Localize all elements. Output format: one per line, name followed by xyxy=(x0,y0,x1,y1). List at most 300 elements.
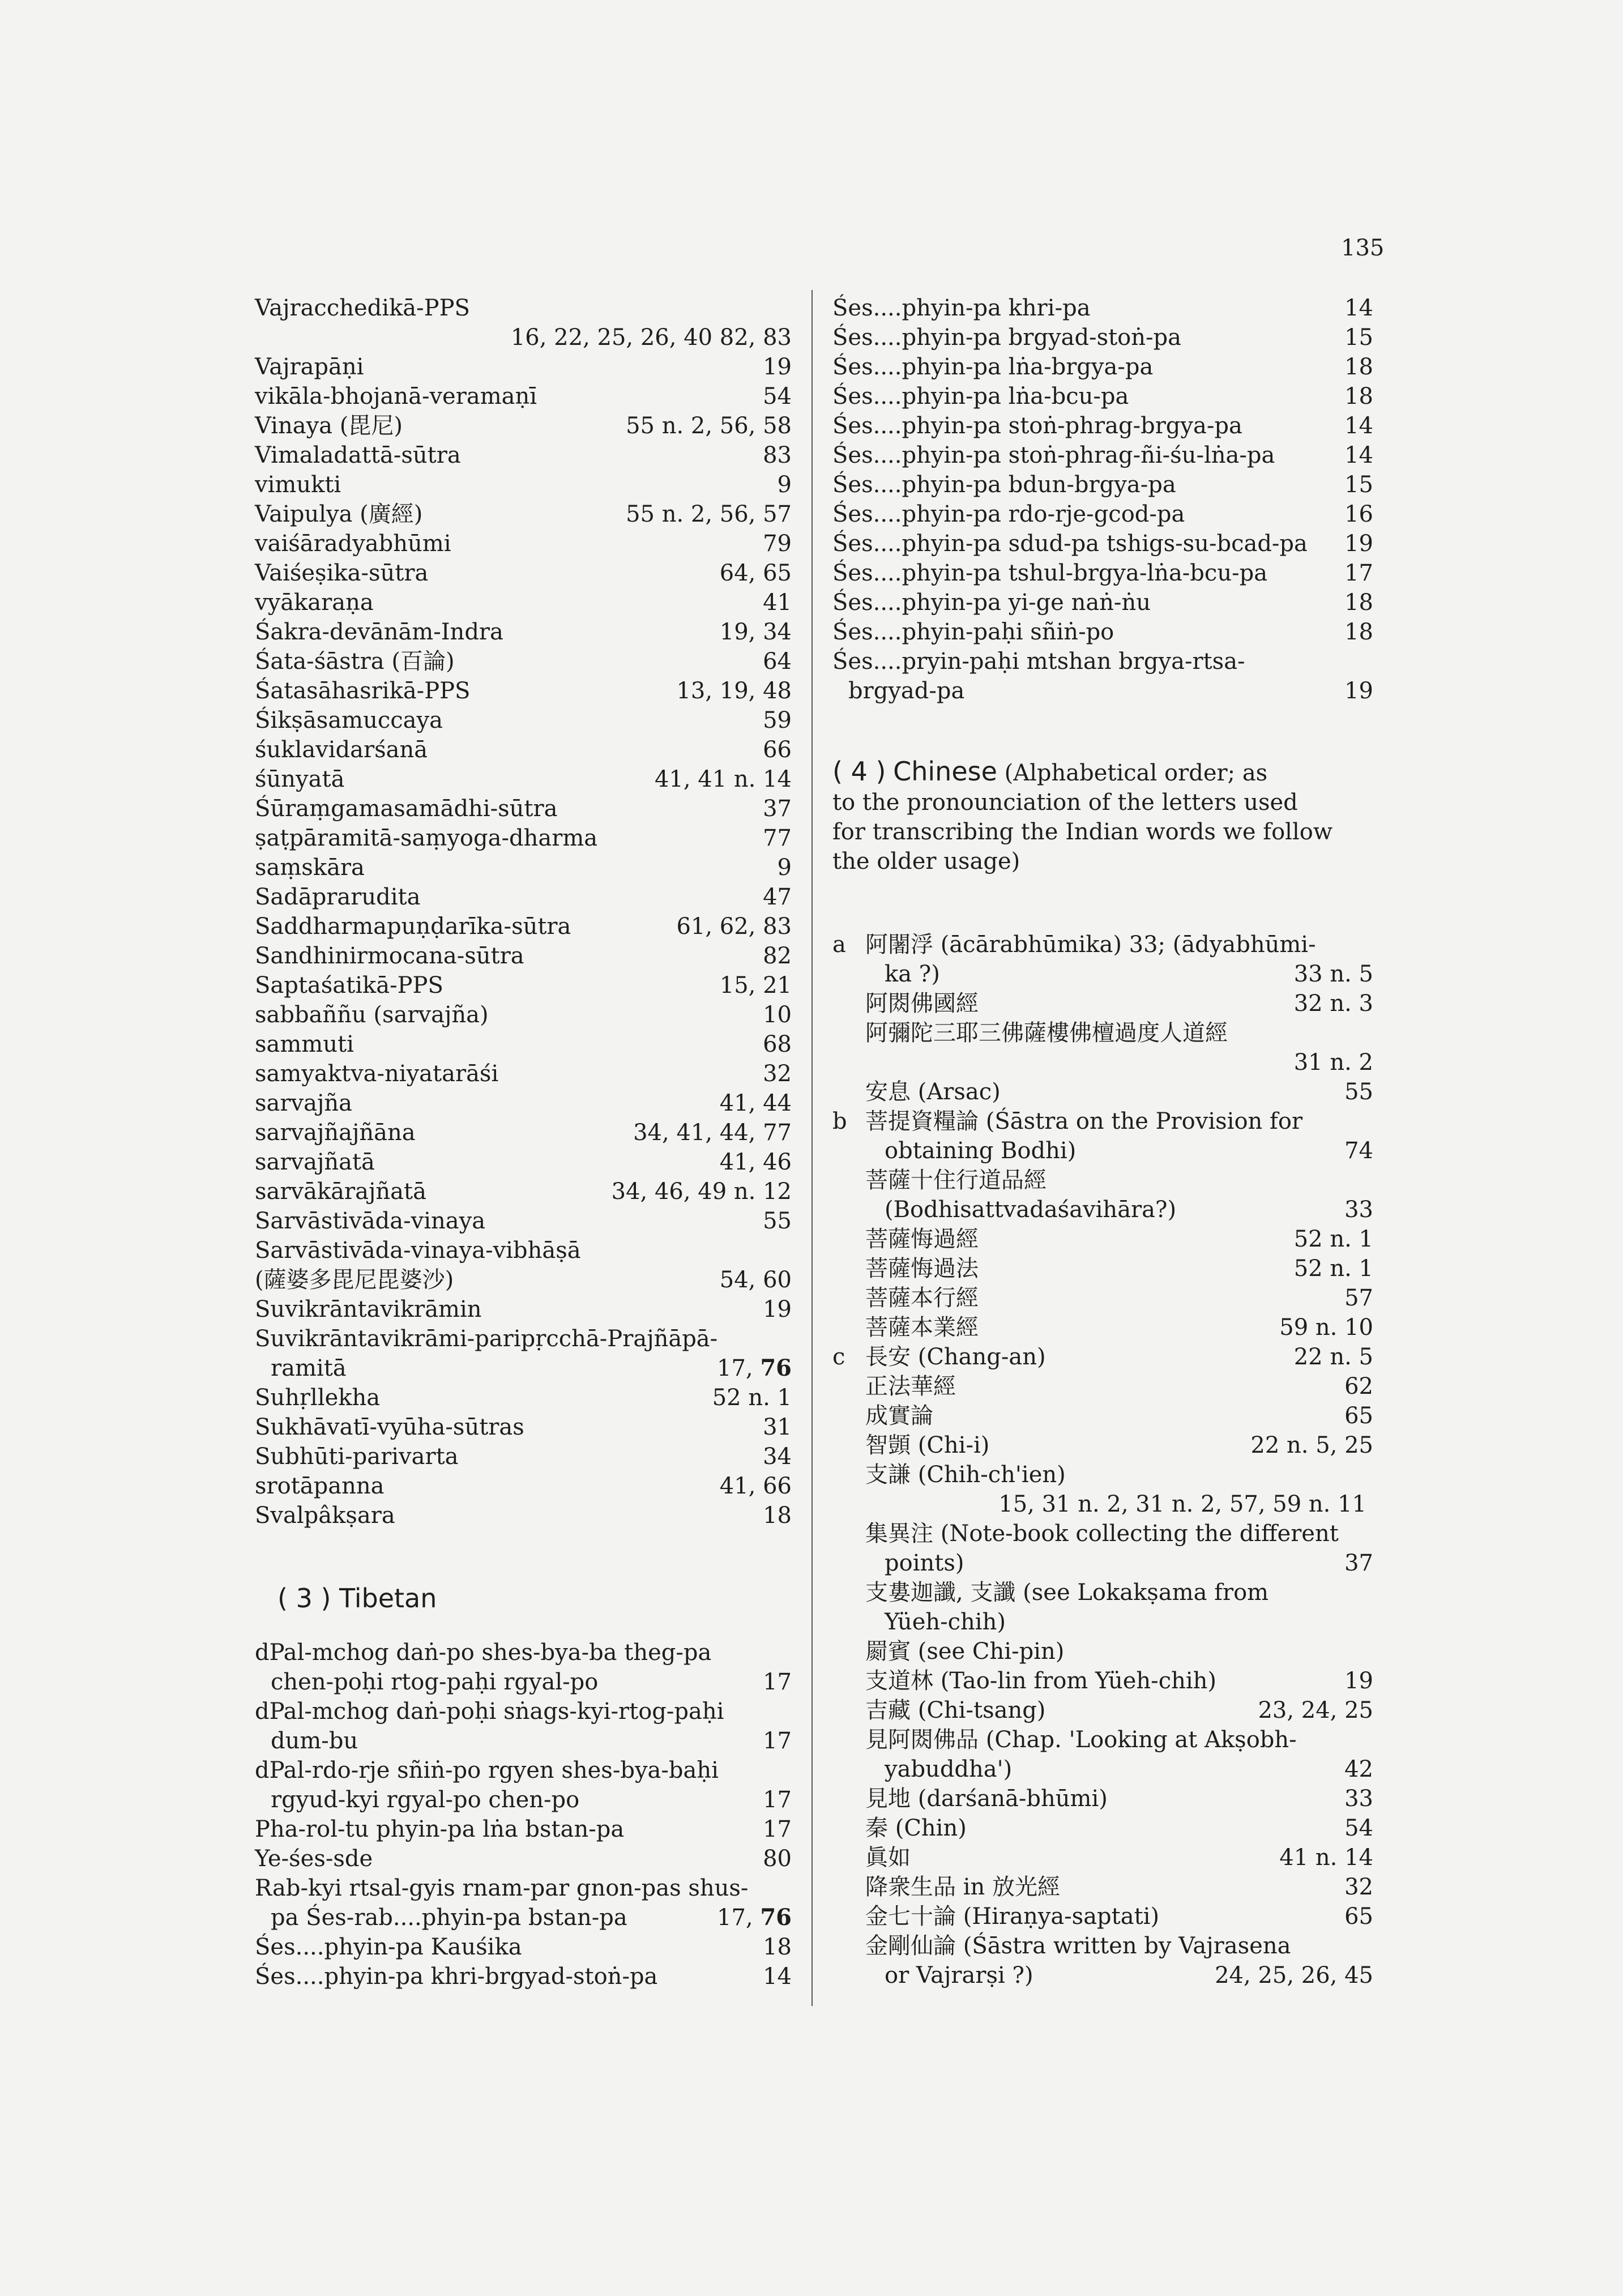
entry-term: dPal-mchog daṅ-poḥi sṅags-kyi-rtog-paḥi xyxy=(255,1698,724,1725)
entry-term: 阿閦佛國經 xyxy=(865,991,979,1017)
index-entry xyxy=(832,1195,1373,1224)
entry-page-ref xyxy=(1338,382,1373,411)
page-ref-text: 55 n. 2, 56, 57 xyxy=(626,501,792,527)
index-entry xyxy=(255,1844,792,1873)
index-entry xyxy=(255,500,792,529)
entry-term: sammuti xyxy=(255,1031,354,1057)
page-ref-bold: 76 xyxy=(760,1904,792,1931)
index-entry xyxy=(255,882,792,912)
entry-term: Śes....phyin-pa bdun-brgya-pa xyxy=(832,472,1176,498)
entry-page-ref xyxy=(756,1442,792,1471)
page-ref-text: 31 xyxy=(763,1414,792,1440)
right-column xyxy=(832,293,1373,1990)
index-entry xyxy=(255,558,792,588)
entry-term: Pha-rol-tu phyin-pa lṅa bstan-pa xyxy=(255,1816,625,1842)
page-ref-text: 55 xyxy=(1344,1079,1373,1105)
index-entry xyxy=(832,1931,1373,1961)
entry-page-ref xyxy=(1338,441,1373,470)
index-entry xyxy=(832,1607,1373,1637)
chinese-index-list xyxy=(832,930,1373,1990)
entry-page-ref xyxy=(756,735,792,765)
index-entry xyxy=(832,1283,1373,1313)
page-ref-text: 41, 46 xyxy=(719,1149,792,1175)
page-ref-text: 37 xyxy=(1344,1550,1373,1576)
page-ref-text: 54, 60 xyxy=(719,1267,792,1293)
page-ref-text: 55 n. 2, 56, 58 xyxy=(626,413,792,439)
index-entry xyxy=(255,735,792,765)
entry-term xyxy=(832,930,1316,959)
page-ref-text: 9 xyxy=(777,472,792,498)
entry-term: sarvajñatā xyxy=(255,1149,375,1175)
entry-term: Rab-kyi rtsal-gyis rnam-par gnon-pas shus- xyxy=(255,1875,749,1901)
index-entry xyxy=(255,1265,792,1295)
page-ref-text: 64, 65 xyxy=(719,560,792,586)
page-ref-text: 55 xyxy=(763,1208,792,1234)
page-ref-text: 54 xyxy=(1344,1815,1373,1841)
entry-term: Sarvāstivāda-vinaya-vibhāṣā xyxy=(255,1237,581,1264)
entry-page-ref xyxy=(756,941,792,971)
index-entry xyxy=(255,1177,792,1206)
entry-page-ref xyxy=(1272,1843,1373,1872)
page-ref-text: 31 n. 2 xyxy=(1293,1049,1373,1076)
entry-page-ref xyxy=(1272,1313,1373,1342)
entry-page-ref xyxy=(756,1726,792,1756)
entry-page-ref xyxy=(756,1932,792,1962)
index-entry xyxy=(255,323,792,352)
entry-page-ref xyxy=(1338,1136,1373,1166)
page-ref-text: 83 xyxy=(763,442,792,468)
page-ref-text: 42 xyxy=(1344,1756,1373,1782)
page-ref-text: 33 n. 5 xyxy=(1293,961,1373,987)
page-ref-text: 15 xyxy=(1344,472,1373,498)
page-ref-text: 34, 41, 44, 77 xyxy=(633,1120,792,1146)
page-ref-text: 74 xyxy=(1344,1138,1373,1164)
tibetan-index-list xyxy=(255,1638,792,1991)
index-entry xyxy=(832,1342,1373,1372)
entry-term: srotāpanna xyxy=(255,1473,385,1499)
entry-page-ref xyxy=(713,1147,792,1177)
index-entry xyxy=(255,1726,792,1756)
entry-term-text: 阿闍浮 (ācārabhūmika) 33; (ādyabhūmi- xyxy=(865,932,1316,958)
index-entry xyxy=(832,1136,1373,1166)
index-entry xyxy=(832,1519,1373,1548)
entry-term: Śes....phyin-pa yi-ge naṅ-ṅu xyxy=(832,590,1151,616)
entry-page-ref xyxy=(1287,1048,1373,1077)
index-entry xyxy=(832,959,1373,989)
entry-term: vaiśāradyabhūmi xyxy=(255,531,451,557)
entry-term: Svalpâkṣara xyxy=(255,1503,395,1529)
entry-page-ref xyxy=(713,617,792,647)
entry-page-ref xyxy=(756,441,792,470)
page-ref-text: 54 xyxy=(763,383,792,409)
entry-term: obtaining Bodhi) xyxy=(885,1138,1077,1164)
index-entry xyxy=(255,1697,792,1726)
page-ref-text: 82 xyxy=(763,943,792,969)
entry-term: 菩薩本業經 xyxy=(865,1315,979,1341)
entry-term: Śes....pryin-paḥi mtshan brgya-rtsa- xyxy=(832,648,1245,675)
entry-page-ref xyxy=(756,706,792,735)
index-entry xyxy=(255,1324,792,1354)
page-ref-text: 59 n. 10 xyxy=(1279,1315,1373,1341)
entry-term: 成實論 xyxy=(865,1403,933,1429)
index-entry xyxy=(832,1637,1373,1666)
index-entry xyxy=(255,1442,792,1471)
chinese-heading xyxy=(832,757,1373,876)
page-ref-text: 15, 21 xyxy=(719,972,792,998)
entry-page-ref xyxy=(1338,617,1373,647)
index-entry xyxy=(255,794,792,823)
page-ref-text: 19 xyxy=(1344,678,1373,704)
entry-term: Saddharmapuṇḍarīka-sūtra xyxy=(255,914,571,940)
index-entry xyxy=(832,1666,1373,1696)
page-number: 135 xyxy=(1341,235,1385,261)
index-entry xyxy=(832,1460,1373,1490)
entry-page-ref xyxy=(756,1059,792,1089)
page-ref-text: 17 xyxy=(763,1728,792,1754)
entry-term-text: 菩提資糧論 (Śāstra on the Provision for xyxy=(865,1108,1303,1134)
entry-page-ref xyxy=(1338,1666,1373,1696)
page-ref-text: 10 xyxy=(763,1002,792,1028)
page-ref-text: 47 xyxy=(763,884,792,910)
index-entry xyxy=(255,1118,792,1147)
entry-term: Sarvāstivāda-vinaya xyxy=(255,1208,486,1234)
entry-page-ref xyxy=(504,323,792,352)
entry-term: 秦 (Chin) xyxy=(865,1815,967,1841)
entry-page-ref xyxy=(756,1295,792,1324)
page-ref-text: 34, 46, 49 n. 12 xyxy=(611,1179,792,1205)
alpha-letter: b xyxy=(832,1108,847,1134)
entry-page-ref xyxy=(706,1383,792,1412)
entry-term: Suhṛllekha xyxy=(255,1385,381,1411)
entry-term: Śes....phyin-pa Kauśika xyxy=(255,1934,522,1960)
index-entry xyxy=(832,1077,1373,1107)
entry-term: sarvākārajñatā xyxy=(255,1179,426,1205)
entry-term: 罽賓 (see Chi-pin) xyxy=(865,1638,1065,1665)
index-entry xyxy=(255,1030,792,1059)
entry-page-ref xyxy=(756,352,792,382)
index-entry xyxy=(255,529,792,558)
index-entry xyxy=(255,293,792,323)
page-ref-text: 52 n. 1 xyxy=(712,1385,792,1411)
index-entry xyxy=(832,500,1373,529)
entry-term: Śes....phyin-pa stoṅ-phrag-ñi-śu-lṅa-pa xyxy=(832,442,1275,468)
index-entry xyxy=(832,411,1373,441)
alpha-letter: a xyxy=(832,932,846,958)
entry-page-ref xyxy=(619,500,792,529)
index-entry xyxy=(832,1431,1373,1460)
entry-page-ref xyxy=(1251,1696,1373,1725)
entry-term: Śūraṃgamasamādhi-sūtra xyxy=(255,796,558,822)
index-entry xyxy=(832,352,1373,382)
index-entry xyxy=(832,989,1373,1018)
entry-page-ref xyxy=(771,470,792,500)
sanskrit-index-list xyxy=(255,293,792,1530)
chinese-heading-number: ( 4 ) xyxy=(832,756,886,787)
entry-page-ref xyxy=(756,1412,792,1442)
entry-page-ref xyxy=(1338,323,1373,352)
entry-term: Vajracchedikā-PPS xyxy=(255,295,470,321)
index-entry xyxy=(255,1501,792,1530)
entry-term: Vimaladattā-sūtra xyxy=(255,442,461,468)
alpha-letter: c xyxy=(832,1344,845,1370)
entry-page-ref xyxy=(1338,352,1373,382)
entry-term: 金七十論 (Hiraṇya-saptati) xyxy=(865,1904,1160,1930)
page-ref-text: 19 xyxy=(1344,1668,1373,1694)
entry-term: vyākaraṇa xyxy=(255,590,374,616)
entry-term: Śes....phyin-pa lṅa-brgya-pa xyxy=(832,354,1154,380)
entry-page-ref xyxy=(756,1844,792,1873)
index-entry xyxy=(255,441,792,470)
page-ref-text: 32 xyxy=(1344,1874,1373,1900)
entry-page-ref xyxy=(605,1177,792,1206)
entry-page-ref xyxy=(756,1785,792,1815)
index-entry xyxy=(255,1667,792,1697)
entry-page-ref xyxy=(756,1667,792,1697)
page-ref-text: 14 xyxy=(1344,295,1373,321)
left-column xyxy=(255,293,792,1991)
index-entry xyxy=(255,765,792,794)
entry-page-ref xyxy=(756,382,792,411)
entry-term: Śes....phyin-paḥi sñiṅ-po xyxy=(832,619,1114,645)
index-entry xyxy=(832,470,1373,500)
entry-term: 菩薩悔過法 xyxy=(865,1256,979,1282)
page-ref-text: 19 xyxy=(763,1296,792,1322)
entry-term: Sadāprarudita xyxy=(255,884,421,910)
entry-term: chen-poḥi rtog-paḥi rgyal-po xyxy=(271,1669,599,1695)
entry-term: rgyud-kyi rgyal-po chen-po xyxy=(271,1787,580,1813)
page-ref-text: 65 xyxy=(1344,1403,1373,1429)
entry-page-ref xyxy=(1338,588,1373,617)
page-ref-text: 33 xyxy=(1344,1786,1373,1812)
page-ref-text: 33 xyxy=(1344,1197,1373,1223)
entry-term: Vaipulya (廣經) xyxy=(255,501,423,527)
entry-page-ref xyxy=(669,676,792,706)
index-entry xyxy=(255,941,792,971)
index-entry xyxy=(832,647,1373,676)
index-entry xyxy=(255,1059,792,1089)
index-entry xyxy=(255,1295,792,1324)
index-entry xyxy=(832,1578,1373,1607)
entry-term: Śes....phyin-pa stoṅ-phrag-brgya-pa xyxy=(832,413,1242,439)
page-ref-text: 18 xyxy=(1344,354,1373,380)
index-entry xyxy=(832,930,1373,959)
entry-term: sarvajña xyxy=(255,1090,352,1116)
entry-page-ref xyxy=(1287,959,1373,989)
page-ref-text: 19 xyxy=(1344,531,1373,557)
index-entry xyxy=(832,1166,1373,1195)
entry-page-ref xyxy=(756,1000,792,1030)
index-entry xyxy=(255,1089,792,1118)
page-ref-text: 61, 62, 83 xyxy=(676,914,792,940)
entry-page-ref xyxy=(713,558,792,588)
entry-term: 智顗 (Chi-i) xyxy=(865,1432,990,1458)
page-ref-text: 41 n. 14 xyxy=(1279,1845,1373,1871)
entry-page-ref xyxy=(1338,558,1373,588)
entry-page-ref xyxy=(1338,470,1373,500)
index-entry xyxy=(255,617,792,647)
page-ref-text: 23, 24, 25 xyxy=(1258,1697,1373,1723)
index-entry xyxy=(255,1815,792,1844)
index-entry xyxy=(255,1903,792,1932)
index-entry xyxy=(832,1755,1373,1784)
index-entry xyxy=(832,1018,1373,1048)
entry-page-ref xyxy=(1338,1195,1373,1224)
index-entry xyxy=(255,1471,792,1501)
entry-term: Śatasāhasrikā-PPS xyxy=(255,678,471,704)
page-ref-text: 41, 41 n. 14 xyxy=(654,766,792,792)
page-ref-text: 52 n. 1 xyxy=(1293,1256,1373,1282)
page-ref-text: 52 n. 1 xyxy=(1293,1226,1373,1252)
index-entry xyxy=(832,1961,1373,1990)
entry-page-ref xyxy=(756,1962,792,1991)
page-ref-text: 32 xyxy=(763,1061,792,1087)
page-ref-text: 9 xyxy=(777,855,792,881)
entry-term: vimukti xyxy=(255,472,341,498)
page-ref-text: 37 xyxy=(763,796,792,822)
entry-term: 眞如 xyxy=(865,1845,911,1871)
entry-term: 15, 31 n. 2, 31 n. 2, 57, 59 n. 11 xyxy=(998,1491,1366,1517)
entry-term: Śes....phyin-pa khri-brgyad-stoṅ-pa xyxy=(255,1964,658,1990)
page-ref-text: 68 xyxy=(763,1031,792,1057)
index-entry xyxy=(832,1107,1373,1136)
entry-term: points) xyxy=(885,1550,964,1576)
page-ref-text: 80 xyxy=(763,1846,792,1872)
entry-page-ref xyxy=(1338,1902,1373,1931)
index-entry xyxy=(832,1490,1373,1519)
page-ref-text: 15 xyxy=(1344,325,1373,351)
entry-term: 菩薩悔過經 xyxy=(865,1226,979,1252)
index-entry xyxy=(255,1873,792,1903)
index-entry xyxy=(832,1725,1373,1755)
entry-page-ref xyxy=(1338,1755,1373,1784)
page-ref-text: 57 xyxy=(1344,1285,1373,1311)
entry-page-ref xyxy=(756,1206,792,1236)
entry-term: Saptaśatikā-PPS xyxy=(255,972,443,998)
entry-term: Ye-śes-sde xyxy=(255,1846,373,1872)
entry-page-ref xyxy=(1338,1784,1373,1813)
index-entry xyxy=(832,1872,1373,1902)
page-ref-text: 41, 66 xyxy=(719,1473,792,1499)
entry-term: ramitā xyxy=(271,1355,347,1381)
entry-term: samyaktva-niyatarāśi xyxy=(255,1061,499,1087)
entry-page-ref xyxy=(713,1265,792,1295)
index-entry xyxy=(255,1206,792,1236)
entry-term: Śes....phyin-pa brgyad-stoṅ-pa xyxy=(832,325,1181,351)
entry-term: (Bodhisattvadaśavihāra?) xyxy=(885,1197,1177,1223)
index-entry xyxy=(832,1548,1373,1578)
index-entry xyxy=(832,1254,1373,1283)
index-entry xyxy=(832,323,1373,352)
entry-term xyxy=(832,1107,1302,1136)
entry-term: dum-bu xyxy=(271,1728,358,1754)
entry-term: vikāla-bhojanā-veramaṇī xyxy=(255,383,537,409)
page-ref-text: 17, xyxy=(717,1355,761,1381)
chinese-heading-note-line: to the pronounciation of the letters used xyxy=(832,789,1298,816)
index-entry xyxy=(832,1696,1373,1725)
entry-page-ref xyxy=(1287,1342,1373,1372)
index-entry xyxy=(255,1354,792,1383)
index-entry xyxy=(255,1962,792,1991)
index-entry xyxy=(255,1236,792,1265)
page-ref-text: 22 n. 5, 25 xyxy=(1250,1432,1373,1458)
entry-term: Śes....phyin-pa lṅa-bcu-pa xyxy=(832,383,1129,409)
entry-term: (薩婆多毘尼毘婆沙) xyxy=(255,1267,454,1293)
entry-page-ref xyxy=(1208,1961,1373,1990)
entry-term: dPal-rdo-rje sñiṅ-po rgyen shes-bya-baḥi xyxy=(255,1757,719,1783)
page-ref-text: 17, xyxy=(717,1905,761,1931)
entry-page-ref xyxy=(756,823,792,853)
entry-page-ref xyxy=(1287,1254,1373,1283)
entry-term: śūnyatā xyxy=(255,766,345,792)
entry-page-ref xyxy=(1338,1548,1373,1578)
entry-term: Suvikrāntavikrāmi-paripṛcchā-Prajñāpā- xyxy=(255,1326,718,1352)
index-entry xyxy=(832,1843,1373,1872)
entry-term: 菩薩本行經 xyxy=(865,1285,979,1311)
index-entry xyxy=(832,676,1373,706)
entry-term: Sukhāvatī-vyūha-sūtras xyxy=(255,1414,524,1440)
page-ref-text: 17 xyxy=(763,1787,792,1813)
entry-term: Śes....phyin-pa sdud-pa tshigs-su-bcad-pa xyxy=(832,531,1308,557)
entry-page-ref xyxy=(713,1089,792,1118)
entry-term: or Vajrarṣi ?) xyxy=(885,1962,1033,1988)
entry-term: 支婁迦讖, 支讖 (see Lokakṣama from xyxy=(865,1580,1269,1606)
entry-term: Yüeh-chih) xyxy=(885,1609,1006,1635)
index-entry xyxy=(832,1813,1373,1843)
index-entry xyxy=(255,470,792,500)
page-ref-text: 17 xyxy=(763,1816,792,1842)
page-ref-text: 77 xyxy=(763,825,792,851)
page-ref-text: 17 xyxy=(763,1669,792,1695)
entry-term: 菩薩十住行道品經 xyxy=(865,1167,1047,1193)
entry-page-ref xyxy=(756,1030,792,1059)
entry-page-ref xyxy=(756,647,792,676)
entry-page-ref xyxy=(756,882,792,912)
entry-page-ref xyxy=(1338,1813,1373,1843)
page-ref-text: 18 xyxy=(1344,619,1373,645)
entry-term: sabbaññu (sarvajña) xyxy=(255,1002,489,1028)
entry-page-ref xyxy=(1338,500,1373,529)
page-ref-text: 65 xyxy=(1344,1904,1373,1930)
entry-term: Vajrapāṇi xyxy=(255,354,364,380)
page-ref-text: 13, 19, 48 xyxy=(676,678,792,704)
entry-page-ref xyxy=(1338,1283,1373,1313)
index-entry xyxy=(832,1224,1373,1254)
index-entry xyxy=(255,1756,792,1785)
entry-page-ref xyxy=(756,794,792,823)
page-ref-text: 18 xyxy=(1344,383,1373,409)
entry-term: Vaiśeṣika-sūtra xyxy=(255,560,429,586)
index-entry xyxy=(832,588,1373,617)
entry-page-ref xyxy=(1338,1077,1373,1107)
entry-page-ref xyxy=(1244,1431,1373,1460)
entry-term: 集異注 (Note-book collecting the different xyxy=(865,1521,1339,1547)
entry-term: 見阿閦佛品 (Chap. 'Looking at Akṣobh- xyxy=(865,1727,1297,1753)
index-entry xyxy=(255,676,792,706)
page-ref-text: 41 xyxy=(763,590,792,616)
entry-page-ref xyxy=(756,1815,792,1844)
index-entry xyxy=(832,1048,1373,1077)
entry-term: Śikṣāsamuccaya xyxy=(255,707,443,733)
entry-term: brgyad-pa xyxy=(848,678,965,704)
index-entry xyxy=(255,411,792,441)
entry-page-ref xyxy=(1338,1872,1373,1902)
entry-page-ref xyxy=(1338,293,1373,323)
page-ref-text: 62 xyxy=(1344,1373,1373,1399)
index-entry xyxy=(255,588,792,617)
entry-term: saṃskāra xyxy=(255,855,365,881)
index-entry xyxy=(255,647,792,676)
page-ref-text: 24, 25, 26, 45 xyxy=(1215,1962,1373,1988)
